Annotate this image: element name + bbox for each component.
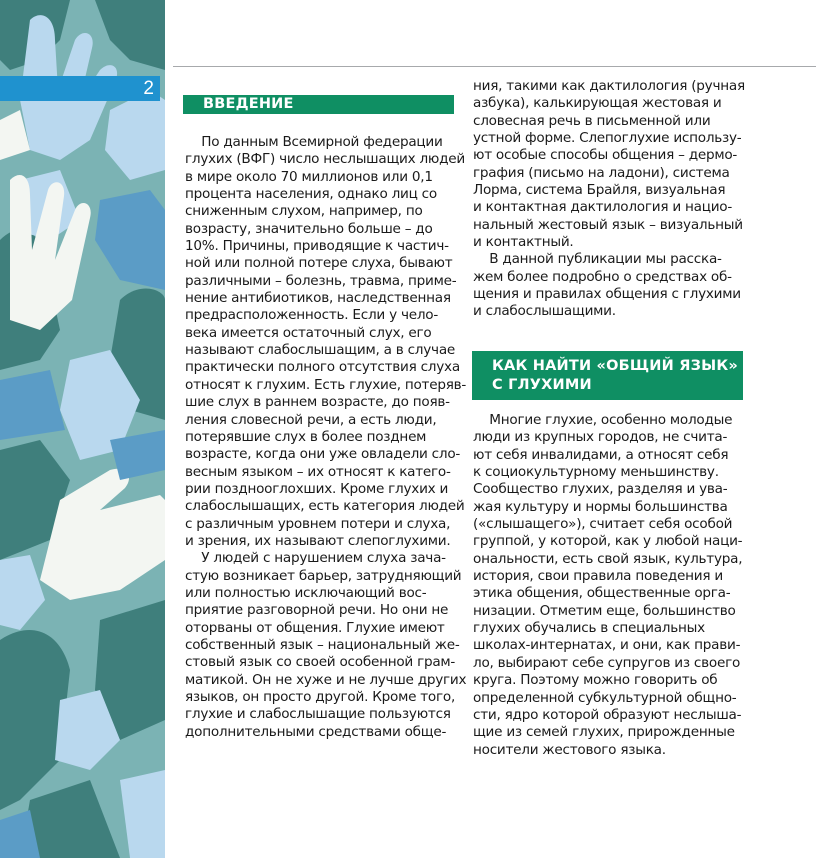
text-line: история, свои правила поведения и — [473, 568, 723, 585]
text-line: рии позднооглохших. Кроме глухих и — [185, 480, 449, 497]
header-divider — [173, 66, 816, 67]
text-line: словесная речь в письменной или — [473, 112, 711, 129]
text-line: ло, выбирают себе супругов из своего — [473, 654, 741, 671]
text-line: ют себя инвалидами, а относят себя — [473, 446, 729, 463]
text-line: практически полного отсутствия слуха — [185, 359, 460, 376]
text-line: возрасту, значительно больше – до — [185, 220, 433, 237]
text-line: носители жестового языка. — [473, 741, 666, 758]
text-line: нение антибиотиков, наследственная — [185, 290, 451, 307]
text-line: оторваны от общения. Глухие имеют — [185, 619, 445, 636]
text-line: нальный жестовый язык – визуальный — [473, 216, 743, 233]
text-line: и слабослышащими. — [473, 303, 616, 320]
page-number: 2 — [143, 78, 154, 99]
text-line: стовый язык со своей особенной грам- — [185, 654, 456, 671]
intro-text-column — [185, 134, 467, 741]
text-line: глухих обучались в специальных — [473, 620, 705, 637]
common-language-heading-line2: С ГЛУХИМИ — [492, 377, 592, 393]
intro-heading: ВВЕДЕНИЕ — [183, 95, 454, 114]
text-line: круга. Поэтому можно говорить об — [473, 672, 718, 689]
text-line: дополнительными средствами обще- — [185, 723, 447, 740]
text-line: различными – болезнь, травма, приме- — [185, 272, 457, 289]
text-line: определенной субкультурной общно- — [473, 689, 737, 706]
text-line: процента населения, однако лиц со — [185, 186, 437, 203]
text-line: шие слух в раннем возрасте, до появ- — [185, 394, 450, 411]
text-line: графия (письмо на ладони), система — [473, 164, 730, 181]
text-line: приятие разговорной речи. Но они не — [185, 602, 449, 619]
text-line: к социокультурному меньшинству. — [473, 464, 719, 481]
text-line: щие из семей глухих, прирожденные — [473, 724, 735, 741]
text-line: 10%. Причины, приводящие к частич- — [185, 238, 449, 255]
text-line: слабослышащих, есть категория людей — [185, 498, 465, 515]
text-line: весным языком – их относят к катего- — [185, 463, 451, 480]
text-line: группой, у которой, как у любой наци- — [473, 533, 743, 550]
text-line: устной форме. Слепоглухие использу- — [473, 130, 742, 147]
intro-continuation-column — [473, 78, 743, 321]
text-line: с различным уровнем потери и слуха, — [185, 515, 451, 532]
text-line: собственный язык – национальный же- — [185, 636, 460, 653]
text-line: сниженным слухом, например, по — [185, 203, 423, 220]
text-line: Многие глухие, особенно молодые — [473, 412, 733, 428]
text-line: и контактная дактилология и нацио- — [473, 199, 733, 216]
common-language-heading — [472, 351, 743, 400]
text-line: матикой. Он не хуже и не лучше других — [185, 671, 467, 688]
text-line: возрасте, когда они уже овладели сло- — [185, 446, 461, 463]
text-line: низации. Отметим еще, большинство — [473, 602, 736, 619]
text-line: сти, ядро которой образуют неслыша- — [473, 706, 742, 723]
text-line: жем более подробно о средствах об- — [473, 268, 732, 285]
text-line: называют слабослышащим, а в случае — [185, 342, 456, 359]
text-line: У людей с нарушением слуха зача- — [185, 550, 446, 567]
text-line: люди из крупных городов, не счита- — [473, 429, 728, 446]
text-line: глухие и слабослышащие пользуются — [185, 706, 451, 723]
text-line: и контактный. — [473, 234, 574, 251]
text-line: щения и правилах общения с глухими — [473, 286, 741, 303]
text-line: глухих (ВФГ) число неслышащих людей — [185, 151, 465, 168]
text-line: века имеется остаточный слух, его — [185, 324, 432, 341]
text-line: Сообщество глухих, разделяя и ува- — [473, 481, 728, 498]
text-line: ют особые способы общения – дермо- — [473, 147, 738, 164]
text-line: стую возникает барьер, затрудняющий — [185, 567, 462, 584]
text-line: По данным Всемирной федерации — [185, 134, 443, 150]
text-line: ональности, есть свой язык, культура, — [473, 550, 743, 567]
text-line: Лорма, система Брайля, визуальная — [473, 182, 726, 199]
text-line: («слышащего»), считает себя особой — [473, 516, 733, 533]
text-line: ления словесной речи, а есть люди, — [185, 411, 437, 428]
hands-collage-icon — [0, 0, 165, 858]
common-language-heading-line1: КАК НАЙТИ «ОБЩИЙ ЯЗЫК» — [492, 358, 738, 374]
text-line: относят к глухим. Есть глухие, потеряв- — [185, 376, 467, 393]
text-line: этика общения, общественные орга- — [473, 585, 731, 602]
text-line: жая культуру и нормы большинства — [473, 498, 728, 515]
text-line: предрасположенность. Если у чело- — [185, 307, 438, 324]
text-line: и зрения, их называют слепоглухими. — [185, 532, 451, 549]
text-line: ной или полной потере слуха, бывают — [185, 255, 453, 272]
page-number-bar — [0, 76, 160, 101]
text-line: ния, такими как дактилология (ручная — [473, 78, 745, 94]
text-line: языков, он просто другой. Кроме того, — [185, 689, 456, 705]
common-language-text-column — [473, 412, 743, 759]
text-line: в мире около 70 миллионов или 0,1 — [185, 168, 433, 185]
text-line: В данной публикации мы расска- — [473, 251, 722, 268]
text-line: потерявшие слух в более позднем — [185, 428, 427, 445]
text-line: азбука), калькирующая жестовая и — [473, 95, 722, 112]
text-line: школах-интернатах, и они, как прави- — [473, 637, 741, 654]
text-line: или полностью исключающий вос- — [185, 584, 427, 601]
hands-illustration — [0, 0, 165, 858]
